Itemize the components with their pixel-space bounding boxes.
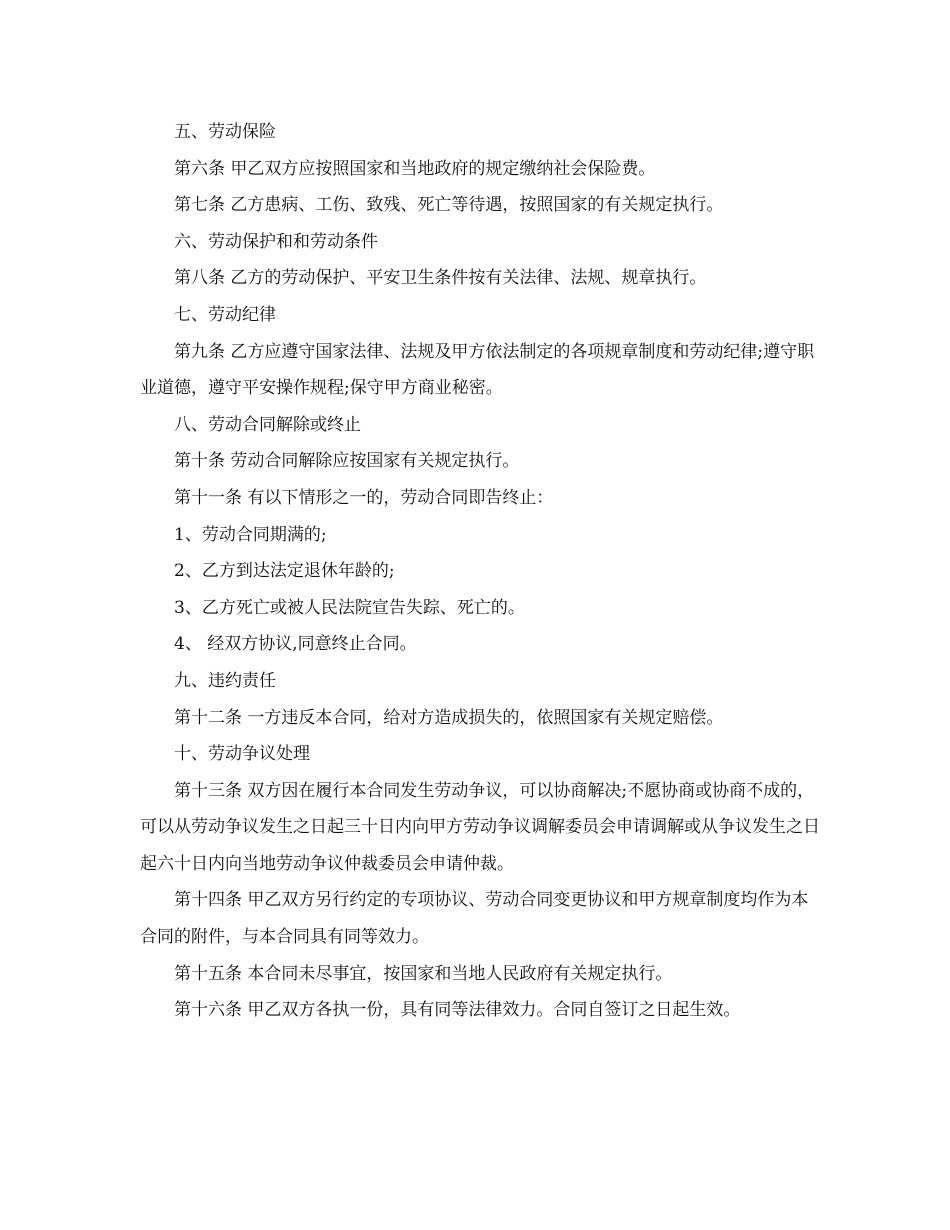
list-item-4: 4、 经双方协议,同意终止合同。 [174,634,417,655]
article-8: 第八条 乙方的劳动保护、平安卫生条件按有关法律、法规、规章执行。 [174,268,707,289]
list-item-3: 3、乙方死亡或被人民法院宣告失踪、死亡的。 [174,597,525,618]
section-heading-breach-liability: 九、违约责任 [174,670,276,691]
section-heading-labor-protection: 六、劳动保护和和劳动条件 [174,231,378,252]
section-heading-labor-insurance: 五、劳动保险 [174,122,276,142]
list-item-1: 1、劳动合同期满的; [174,524,327,545]
article-10: 第十条 劳动合同解除应按国家有关规定执行。 [174,451,520,472]
article-14: 第十四条 甲乙双方另行约定的专项协议、劳动合同变更协议和甲方规章制度均作为本合同的附件，与本合同具有同等效力。 [140,890,809,948]
list-item-2: 2、乙方到达法定退休年龄的; [174,561,395,582]
article-13: 第十三条 双方因在履行本合同发生劳动争议，可以协商解决;不愿协商或协商不成的，可以从劳动争议发生之日起三十日内向甲方劳动争议调解委员会申请调解或从争议发生之日起六十日内向当地劳动争议仲裁委员会申请仲裁。 [140,780,820,874]
article-11: 第十一条 有以下情形之一的，劳动合同即告终止： [174,487,554,508]
article-16: 第十六条 甲乙双方各执一份，具有同等法律效力。合同自签订之日起生效。 [174,1000,741,1021]
article-15: 第十五条 本合同未尽事宜，按国家和当地人民政府有关规定执行。 [174,963,673,984]
section-heading-termination: 八、劳动合同解除或终止 [174,414,361,435]
article-9: 第九条 乙方应遵守国家法律、法规及甲方依法制定的各项规章制度和劳动纪律;遵守职业道德，遵守平安操作规程;保守甲方商业秘密。 [140,341,815,399]
article-6: 第六条 甲乙双方应按照国家和当地政府的规定缴纳社会保险费。 [174,158,656,179]
document-body [140,114,820,1029]
article-12: 第十二条 一方违反本合同，给对方造成损失的，依照国家有关规定赔偿。 [174,707,724,728]
section-heading-dispute-handling: 十、劳动争议处理 [174,744,310,765]
section-heading-labor-discipline: 七、劳动纪律 [174,304,276,325]
article-7: 第七条 乙方患病、工伤、致残、死亡等待遇，按照国家的有关规定执行。 [174,195,724,216]
